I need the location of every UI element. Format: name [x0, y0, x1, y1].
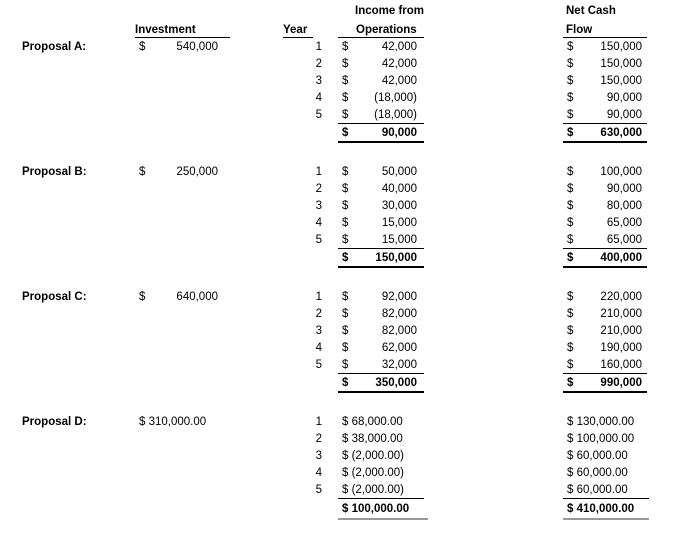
year-5: 5 [315, 359, 322, 371]
ncf-currency: $ [567, 325, 574, 337]
income-value: 15,000 [381, 217, 417, 229]
income-total: $ 100,000.00 [342, 503, 410, 515]
ncf-total-rule [563, 498, 649, 499]
income-currency: $ [342, 342, 349, 354]
income-value: (18,000) [374, 109, 417, 121]
ncf-value: 65,000 [606, 234, 642, 246]
header-ncf-line1: Net Cash [566, 5, 616, 17]
year-5: 5 [315, 484, 322, 496]
income-currency: $ [342, 200, 349, 212]
income-currency: $ [342, 308, 349, 320]
year-3: 3 [315, 75, 322, 87]
income-total-double-rule [338, 266, 424, 268]
ncf-currency: $ [567, 217, 574, 229]
income-value: $ 38,000.00 [342, 433, 403, 445]
year-3: 3 [315, 450, 322, 462]
income-value: $ (2,000.00) [342, 467, 405, 479]
ncf-value: 150,000 [600, 41, 642, 53]
income-currency: $ [342, 92, 349, 104]
income-value: $ (2,000.00) [342, 484, 405, 496]
ncf-currency: $ [567, 75, 574, 87]
ncf-currency: $ [567, 342, 574, 354]
income-value: 32,000 [381, 359, 417, 371]
ncf-value: $ 100,000.00 [567, 433, 635, 445]
income-total: 150,000 [375, 252, 417, 264]
ncf-total-currency: $ [567, 127, 574, 139]
ncf-total-double-rule [563, 391, 647, 393]
ncf-value: $ 60,000.00 [567, 450, 628, 462]
year-5: 5 [315, 234, 322, 246]
income-currency: $ [342, 291, 349, 303]
ncf-value: 210,000 [600, 325, 642, 337]
year-2: 2 [315, 183, 322, 195]
investment-currency: $ [139, 41, 146, 53]
ncf-value: 150,000 [600, 75, 642, 87]
header-investment: Investment [135, 24, 196, 36]
year-1: 1 [315, 41, 322, 53]
income-value: 62,000 [381, 342, 417, 354]
ncf-currency: $ [567, 308, 574, 320]
income-currency: $ [342, 359, 349, 371]
income-currency: $ [342, 183, 349, 195]
header-income-line1: Income from [355, 5, 425, 17]
ncf-total: $ 410,000.00 [567, 503, 635, 515]
income-value: 92,000 [381, 291, 417, 303]
header-ncf-line2: Flow [566, 24, 593, 36]
income-value: 42,000 [381, 58, 417, 70]
proposal-label: Proposal C: [22, 291, 87, 303]
ncf-total-rule [563, 123, 647, 124]
ncf-value: 90,000 [606, 109, 642, 121]
ncf-value: 210,000 [600, 308, 642, 320]
year-2: 2 [315, 58, 322, 70]
year-5: 5 [315, 109, 322, 121]
income-total-rule [338, 248, 424, 249]
income-value: 42,000 [381, 41, 417, 53]
income-total-double-rule [338, 518, 428, 520]
investment-currency: $ [139, 291, 146, 303]
income-total: 90,000 [381, 127, 417, 139]
year-4: 4 [315, 92, 322, 104]
ncf-value: $ 60,000.00 [567, 484, 628, 496]
income-currency: $ [342, 166, 349, 178]
income-currency: $ [342, 58, 349, 70]
ncf-total: 630,000 [600, 127, 642, 139]
year-2: 2 [315, 433, 322, 445]
year-3: 3 [315, 325, 322, 337]
income-total-currency: $ [342, 252, 349, 264]
header-year-underline [283, 37, 313, 38]
income-value: 82,000 [381, 308, 417, 320]
proposal-label: Proposal B: [22, 166, 87, 178]
header-ncf-underline [563, 37, 647, 38]
ncf-currency: $ [567, 359, 574, 371]
income-value: 30,000 [381, 200, 417, 212]
ncf-total-rule [563, 248, 647, 249]
ncf-currency: $ [567, 92, 574, 104]
income-currency: $ [342, 41, 349, 53]
ncf-value: 80,000 [606, 200, 642, 212]
income-total-rule [338, 373, 424, 374]
income-value: 15,000 [381, 234, 417, 246]
ncf-currency: $ [567, 109, 574, 121]
income-total-rule [338, 498, 424, 499]
income-value: (18,000) [374, 92, 417, 104]
investment-value: 640,000 [176, 291, 218, 303]
ncf-total-double-rule [563, 266, 647, 268]
ncf-currency: $ [567, 166, 574, 178]
ncf-total-double-rule [563, 518, 649, 520]
ncf-value: 90,000 [606, 183, 642, 195]
year-4: 4 [315, 342, 322, 354]
income-currency: $ [342, 109, 349, 121]
ncf-value: 100,000 [600, 166, 642, 178]
ncf-value: 150,000 [600, 58, 642, 70]
ncf-currency: $ [567, 41, 574, 53]
proposal-label: Proposal D: [22, 416, 87, 428]
ncf-currency: $ [567, 234, 574, 246]
income-currency: $ [342, 75, 349, 87]
ncf-value: 90,000 [606, 92, 642, 104]
year-1: 1 [315, 416, 322, 428]
income-value: $ (2,000.00) [342, 450, 405, 462]
investment-value: 540,000 [176, 41, 218, 53]
income-value: 40,000 [381, 183, 417, 195]
investment-currency: $ [139, 166, 146, 178]
income-total-rule [338, 123, 424, 124]
ncf-currency: $ [567, 58, 574, 70]
income-value: 42,000 [381, 75, 417, 87]
income-total-double-rule [338, 141, 424, 143]
header-income-line2: Operations [356, 24, 417, 36]
ncf-value: 220,000 [600, 291, 642, 303]
ncf-currency: $ [567, 291, 574, 303]
ncf-total-double-rule [563, 141, 647, 143]
year-3: 3 [315, 200, 322, 212]
ncf-total-currency: $ [567, 377, 574, 389]
ncf-value: 160,000 [600, 359, 642, 371]
income-total-currency: $ [342, 127, 349, 139]
income-value: 82,000 [381, 325, 417, 337]
year-1: 1 [315, 291, 322, 303]
income-total-currency: $ [342, 377, 349, 389]
year-1: 1 [315, 166, 322, 178]
proposal-label: Proposal A: [22, 41, 87, 53]
ncf-total: 400,000 [600, 252, 642, 264]
ncf-total: 990,000 [600, 377, 642, 389]
income-value: 50,000 [381, 166, 417, 178]
ncf-currency: $ [567, 183, 574, 195]
ncf-value: 65,000 [606, 217, 642, 229]
ncf-value: $ 60,000.00 [567, 467, 628, 479]
income-value: $ 68,000.00 [342, 416, 403, 428]
investment-value: $ 310,000.00 [139, 416, 207, 428]
ncf-total-currency: $ [567, 252, 574, 264]
header-income-underline [338, 37, 424, 38]
header-investment-underline [135, 37, 230, 38]
header-year: Year [283, 24, 308, 36]
ncf-value: 190,000 [600, 342, 642, 354]
ncf-value: $ 130,000.00 [567, 416, 635, 428]
investment-value: 250,000 [176, 166, 218, 178]
income-total: 350,000 [375, 377, 417, 389]
year-4: 4 [315, 217, 322, 229]
year-4: 4 [315, 467, 322, 479]
income-currency: $ [342, 234, 349, 246]
income-currency: $ [342, 217, 349, 229]
ncf-currency: $ [567, 200, 574, 212]
income-total-double-rule [338, 391, 424, 393]
income-currency: $ [342, 325, 349, 337]
ncf-total-rule [563, 373, 647, 374]
year-2: 2 [315, 308, 322, 320]
